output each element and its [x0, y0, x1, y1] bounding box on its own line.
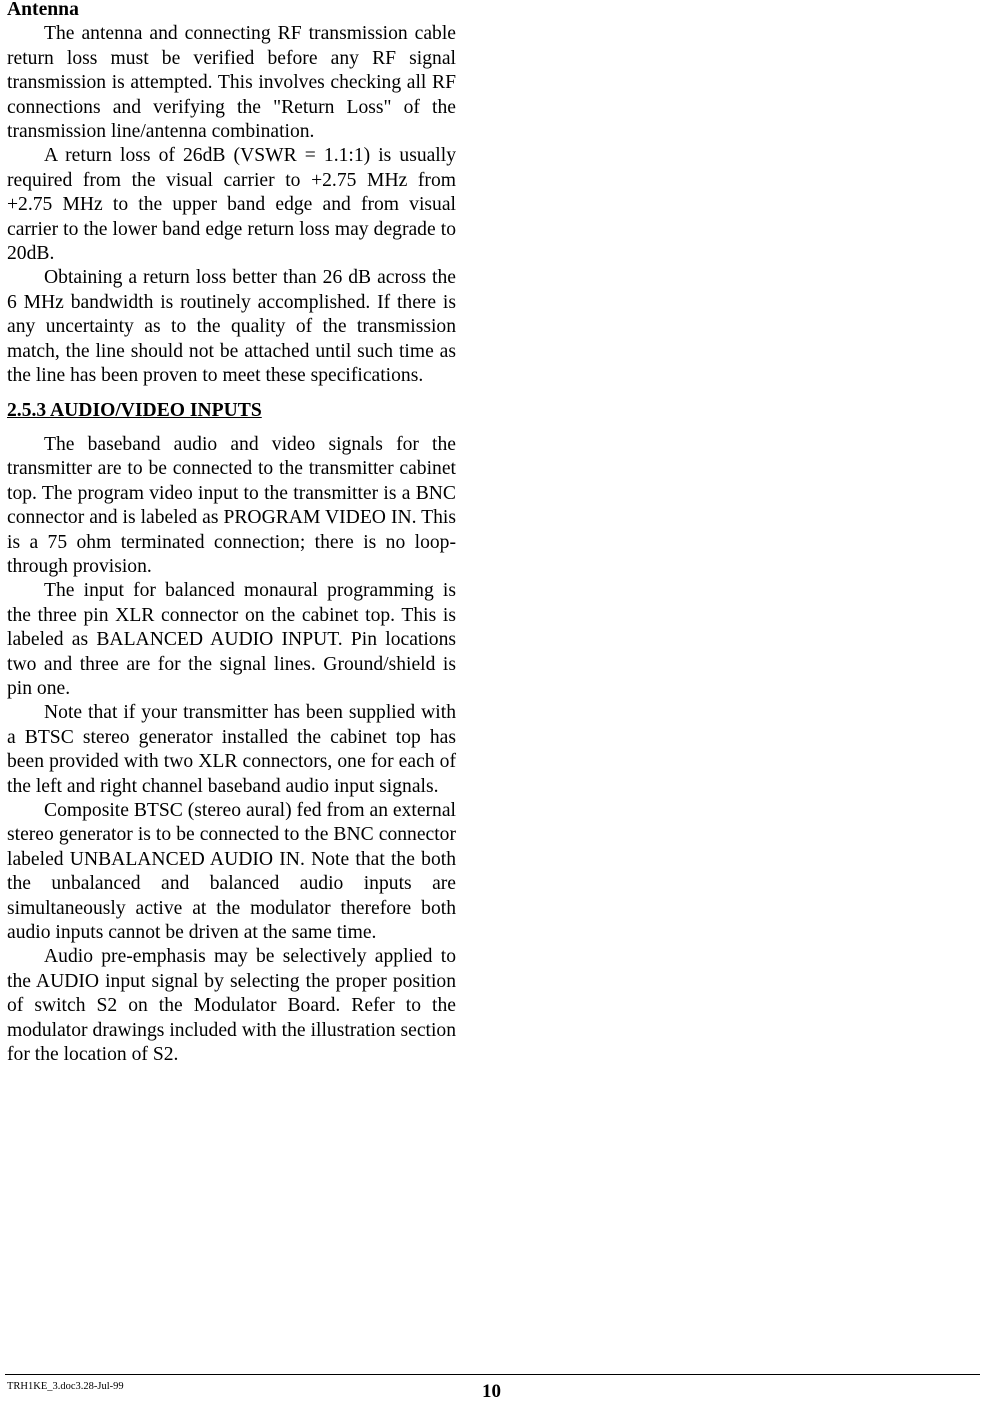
footer-file-info: TRH1KE_3.doc3.28-Jul-99: [7, 1381, 124, 1392]
page-number: 10: [482, 1381, 501, 1402]
section-heading: 2.5.3 AUDIO/VIDEO INPUTS: [7, 399, 262, 421]
footer-divider: [5, 1374, 980, 1375]
section-paragraph: Composite BTSC (stereo aural) fed from an external stereo generator is to be connected to the BNC connector labeled UNBALANCED AUDIO IN. Note that the both the unbalanced and balanced audio inputs are simultaneously active at the modulator therefore both audio inputs cannot be driven at the same time.: [7, 800, 456, 944]
antenna-paragraph: Obtaining a return loss better than 26 dB across the 6 MHz bandwidth is routinely accomplished. If there is any uncertainty as to the quality of the transmission match, the line should not be attached until such time as the line has been proven to meet these specifications.: [7, 267, 456, 387]
antenna-paragraph: The antenna and connecting RF transmission cable return loss must be verified before any RF signal transmission is attempted. This involves checking all RF connections and verifying the "Return Loss" of the transmission line/antenna combination.: [7, 23, 456, 143]
section-paragraph: The input for balanced monaural programming is the three pin XLR connector on the cabinet top. This is labeled as BALANCED AUDIO INPUT. Pin locations two and three are for the signal lines. Ground/shield is pin one.: [7, 580, 456, 699]
text-column: [7, 0, 456, 1067]
antenna-heading: Antenna: [7, 0, 79, 20]
section-paragraph: Audio pre-emphasis may be selectively applied to the AUDIO input signal by selecting the proper position of switch S2 on the Modulator Board. Refer to the modulator drawings included with the illustration section for the location of S2.: [7, 946, 456, 1066]
section-paragraph: The baseband audio and video signals for the transmitter are to be connected to the transmitter cabinet top. The program video input to the transmitter is a BNC connector and is labeled as PROGRAM VIDEO IN. This is a 75 ohm terminated connection; there is no loop-through provision.: [7, 433, 456, 577]
antenna-paragraph: A return loss of 26dB (VSWR = 1.1:1) is usually required from the visual carrier to +2.75 MHz from +2.75 MHz to the upper band edge and from visual carrier to the lower band edge return loss may degrade to 20dB.: [7, 145, 456, 265]
section-paragraph: Note that if your transmitter has been supplied with a BTSC stereo generator installed the cabinet top has been provided with two XLR connectors, one for each of the left and right channel baseband audio input signals.: [7, 702, 456, 797]
